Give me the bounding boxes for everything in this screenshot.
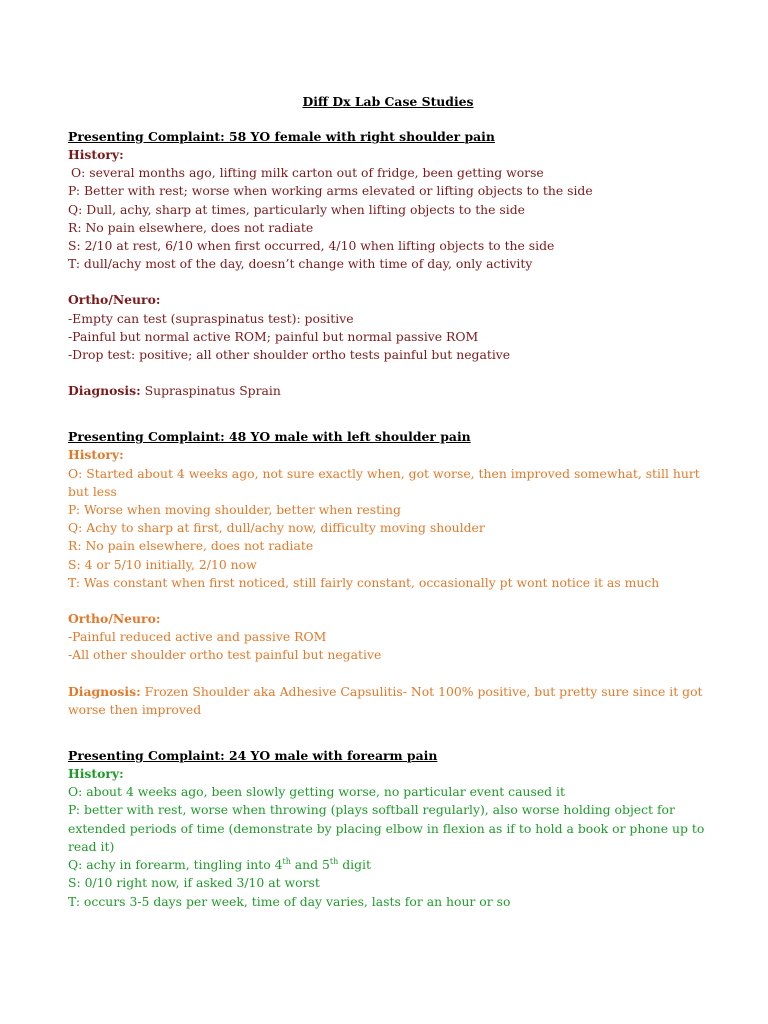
case-3-complaint: Presenting Complaint: 24 YO male with forearm pain bbox=[68, 748, 438, 764]
case-1-complaint: Presenting Complaint: 58 YO female with right shoulder pain bbox=[68, 129, 495, 144]
case-3-history-q-text: Q: achy in forearm, tingling into 4 bbox=[68, 857, 283, 873]
case-2-ortho-label: Ortho/Neuro: bbox=[68, 611, 161, 627]
case-1 bbox=[68, 128, 708, 400]
case-3 bbox=[68, 747, 708, 911]
case-3-history-o: O: about 4 weeks ago, been slowly getting worse, no particular event caused it bbox=[68, 784, 565, 800]
case-2-history-p: P: Worse when moving shoulder, better when resting bbox=[68, 502, 401, 518]
superscript-th: th bbox=[329, 856, 339, 866]
case-1-ortho-item: -Empty can test (supraspinatus test): positive bbox=[68, 310, 354, 326]
case-1-ortho-item: -Drop test: positive; all other shoulder ortho tests painful but negative bbox=[68, 347, 511, 363]
case-2-history-o: O: Started about 4 weeks ago, not sure exactly when, got worse, then improved somewhat, still hurt but less bbox=[68, 465, 700, 499]
case-1-history-r: R: No pain elsewhere, does not radiate bbox=[68, 219, 314, 235]
case-3-history-p: P: better with rest, worse when throwing (plays softball regularly), also worse holding object for extended periods of time (demonstrate by placing elbow in flexion as if to hold a book or phone up to read it) bbox=[68, 802, 705, 854]
case-2-ortho-item: -Painful reduced active and passive ROM bbox=[68, 629, 327, 645]
case-3-history-t: T: occurs 3-5 days per week, time of day varies, lasts for an hour or so bbox=[68, 893, 511, 909]
case-3-history-label: History: bbox=[68, 766, 124, 782]
case-1-diagnosis bbox=[68, 382, 708, 400]
case-3-history-s: S: 0/10 right now, if asked 3/10 at worst bbox=[68, 875, 320, 891]
case-1-history-t: T: dull/achy most of the day, doesn’t change with time of day, only activity bbox=[68, 256, 533, 272]
case-1-diagnosis-label: Diagnosis: bbox=[68, 383, 141, 399]
case-3-history-q bbox=[68, 856, 708, 874]
case-1-history-label: History: bbox=[68, 147, 124, 162]
case-1-ortho-label: Ortho/Neuro: bbox=[68, 292, 161, 308]
superscript-th: th bbox=[282, 856, 291, 866]
case-2-complaint: Presenting Complaint: 48 YO male with left shoulder pain bbox=[68, 429, 471, 445]
document-title: Diff Dx Lab Case Studies bbox=[302, 94, 474, 109]
case-3-history-q-text: digit bbox=[338, 857, 372, 873]
case-1-history-q: Q: Dull, achy, sharp at times, particularly when lifting objects to the side bbox=[68, 201, 526, 217]
case-2-history-t: T: Was constant when first noticed, still fairly constant, occasionally pt wont notice it as much bbox=[68, 574, 660, 590]
case-2-history-q: Q: Achy to sharp at first, dull/achy now, difficulty moving shoulder bbox=[68, 520, 485, 536]
case-1-ortho-item: -Painful but normal active ROM; painful but normal passive ROM bbox=[68, 328, 479, 344]
case-2-diagnosis bbox=[68, 683, 708, 719]
case-2-diagnosis-label: Diagnosis: bbox=[68, 683, 141, 699]
case-2-ortho-item: -All other shoulder ortho test painful but negative bbox=[68, 647, 382, 663]
case-2-history-s: S: 4 or 5/10 initially, 2/10 now bbox=[68, 556, 257, 572]
case-3-history-q-text: and 5 bbox=[290, 857, 330, 873]
document-page bbox=[68, 92, 708, 911]
case-2-history-label: History: bbox=[68, 447, 124, 463]
case-2-diagnosis-value: Frozen Shoulder aka Adhesive Capsulitis- Not 100% positive, but pretty sure since it got worse then improved bbox=[68, 683, 703, 717]
case-2-history-r: R: No pain elsewhere, does not radiate bbox=[68, 538, 314, 554]
case-1-history-o: O: several months ago, lifting milk carton out of fridge, been getting worse bbox=[71, 165, 544, 181]
case-1-history-s: S: 2/10 at rest, 6/10 when first occurred, 4/10 when lifting objects to the side bbox=[68, 238, 555, 254]
case-1-history-p: P: Better with rest; worse when working arms elevated or lifting objects to the side bbox=[68, 183, 593, 199]
case-1-diagnosis-value: Supraspinatus Sprain bbox=[144, 383, 281, 399]
case-2 bbox=[68, 428, 708, 719]
